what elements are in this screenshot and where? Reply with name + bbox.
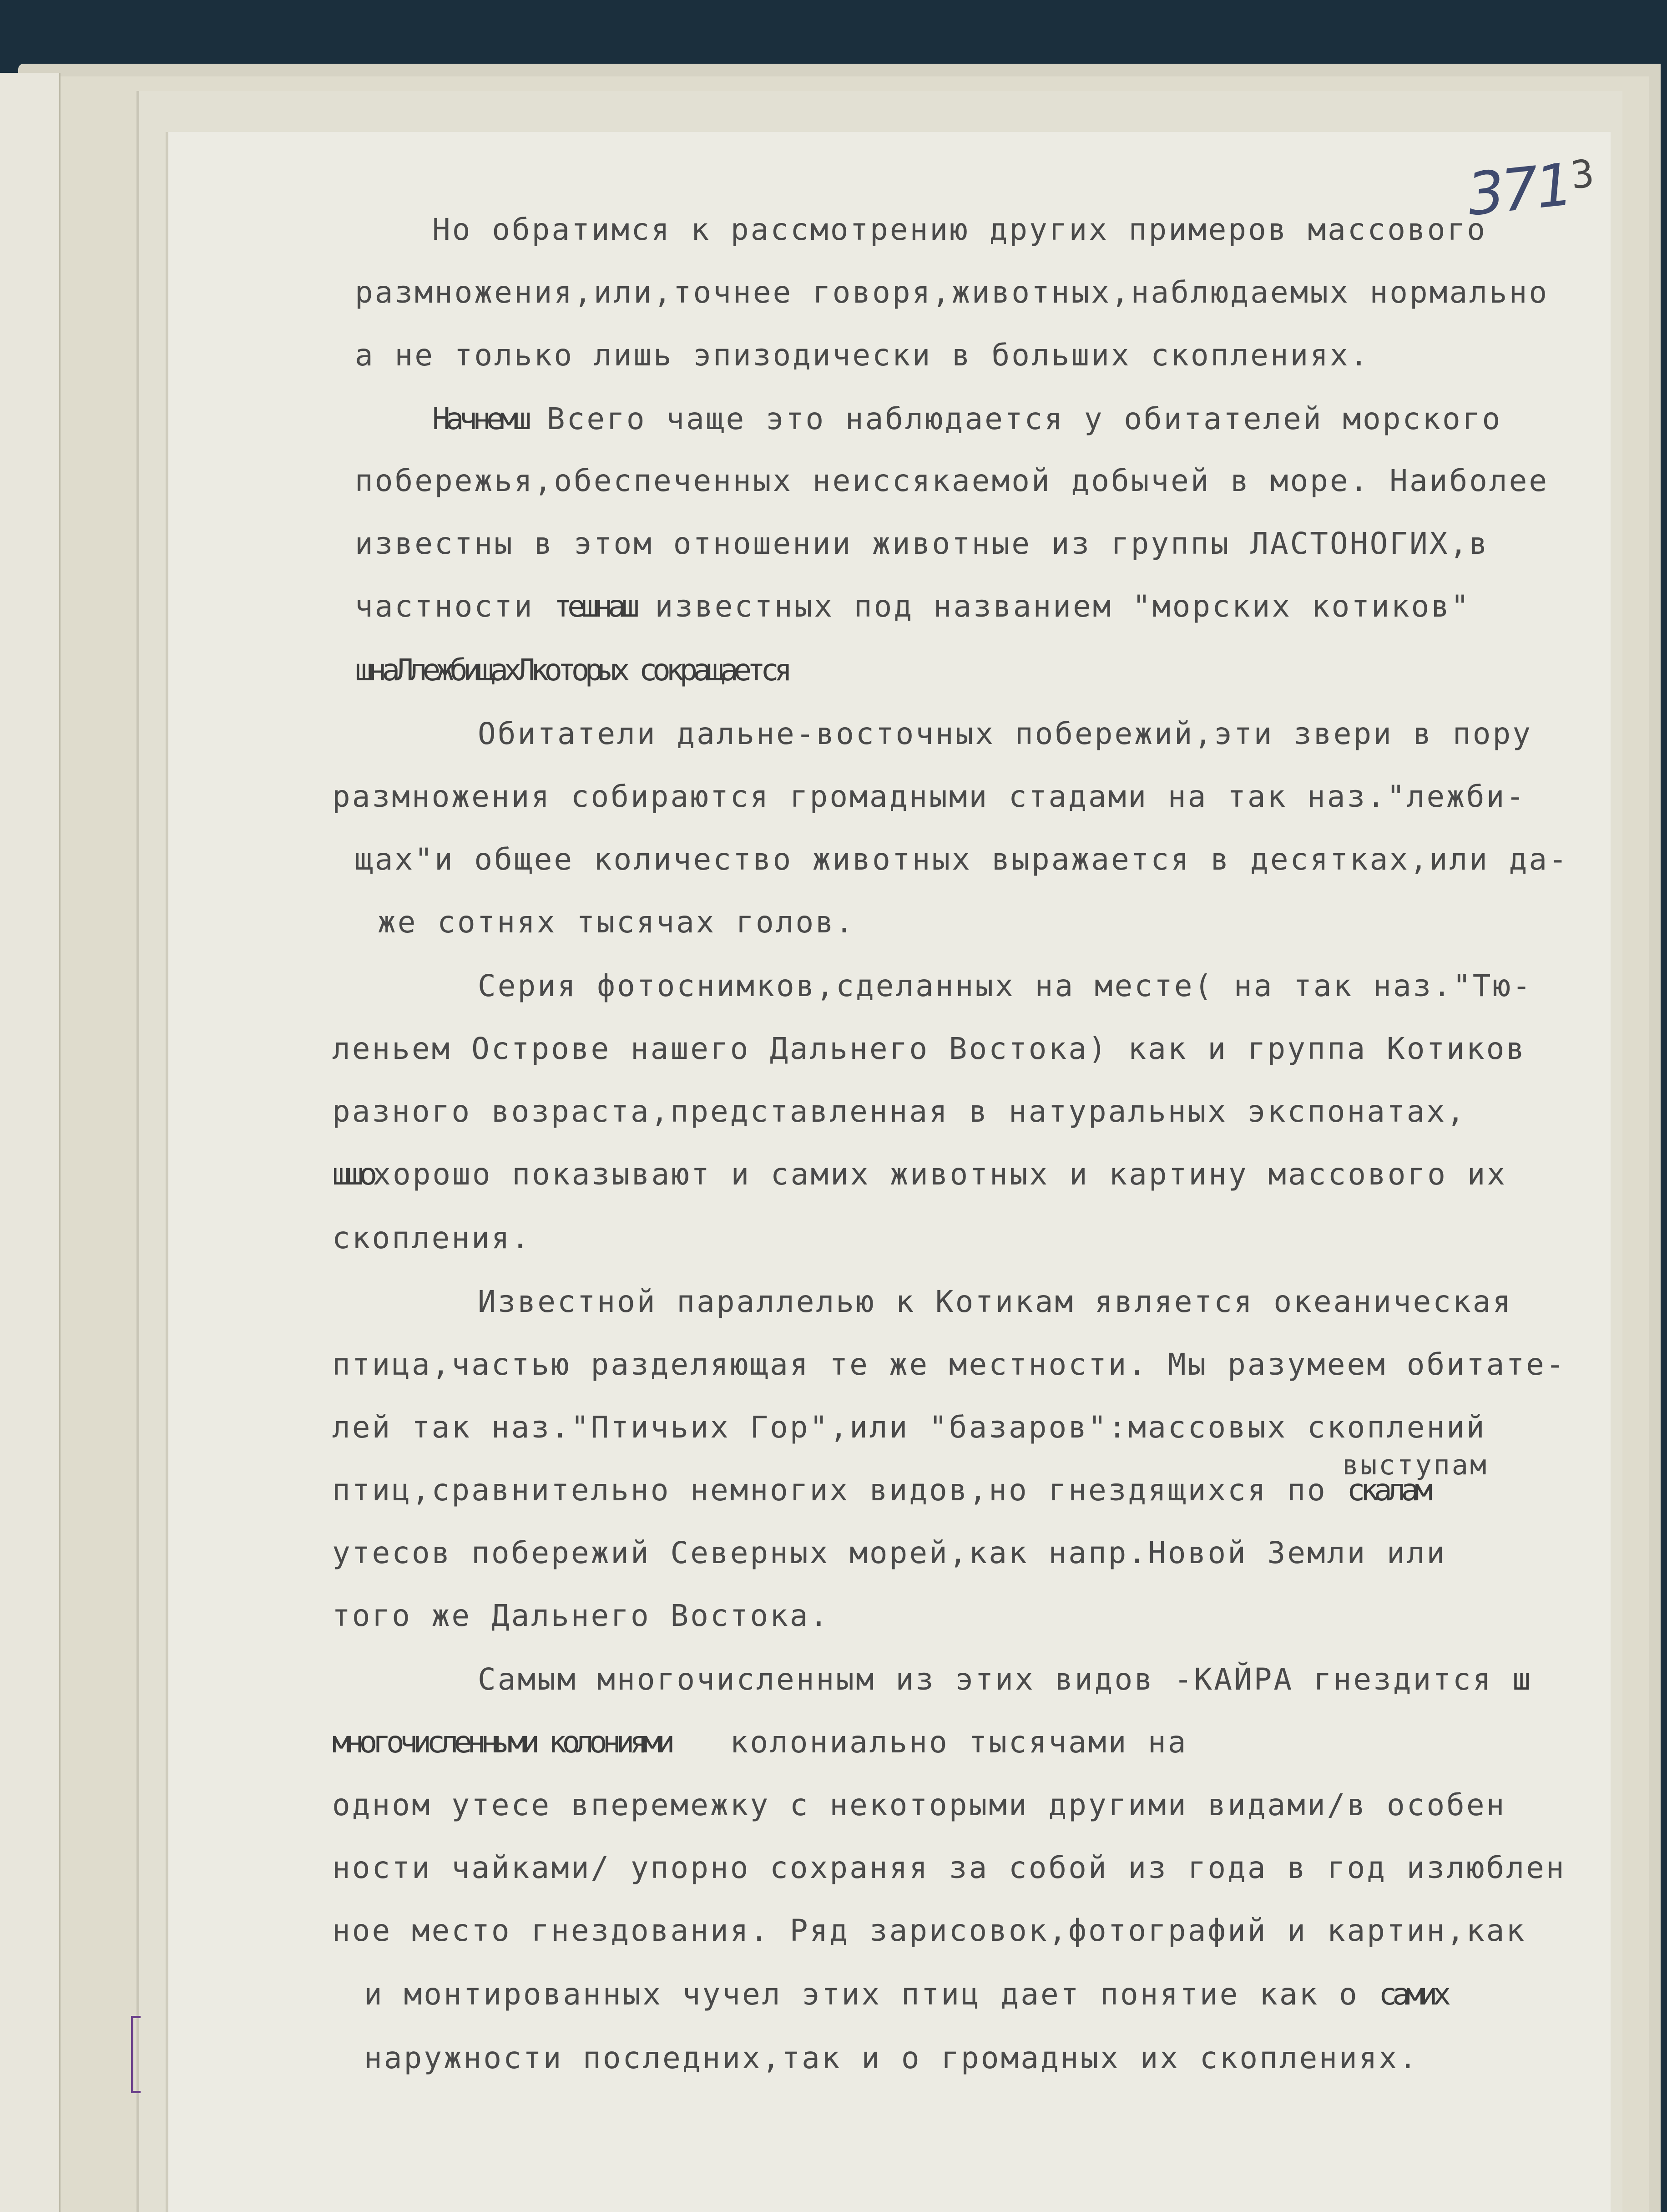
text-line: леньем Острове нашего Дальнего Востока) как и группа Котиков xyxy=(332,1031,1526,1066)
text-line: скопления. xyxy=(332,1220,531,1255)
text-line: же сотнях тысячах голов. xyxy=(378,905,855,940)
text-line: наружности последних,так и о громадных их скоплениях. xyxy=(364,2040,1419,2075)
text-line: шшохорошо показывают и самих животных и картину массового их xyxy=(332,1157,1507,1192)
text-line: частности тешнаш известных под названием "морских котиков" xyxy=(355,589,1471,624)
text-line: ности чайками/ упорно сохраняя за собой из года в год излюблен xyxy=(332,1850,1566,1885)
struck-text: самих xyxy=(1379,1977,1447,2012)
struck-text: ш xyxy=(1512,1662,1526,1697)
text-line: Самым многочисленным из этих видов -КАЙРА гнездится ш xyxy=(478,1662,1526,1697)
text-line: утесов побережий Северных морей,как напр.Новой Земли или xyxy=(332,1535,1447,1570)
struck-text: шшо xyxy=(332,1157,373,1192)
struck-text: Начнемш xyxy=(432,401,527,436)
text-line: Серия фотоснимков,сделанных на месте( на так наз."Тю- xyxy=(478,968,1532,1003)
text-line: и монтированных чучел этих птиц дает понятие как о самих xyxy=(364,1977,1447,2012)
torn-left-edge xyxy=(0,73,61,2212)
text-line: Обитатели дальне-восточных побережий,эти звери в пору xyxy=(478,716,1532,751)
text-line: побережья,обеспеченных неиссякаемой добычей в море. Наиболее xyxy=(355,463,1549,498)
folio-typed: 3 xyxy=(1568,151,1596,198)
folio-handwritten: 371 xyxy=(1464,151,1574,229)
text-line: щах"и общее количество животных выражается в десятках,или да- xyxy=(355,842,1569,877)
text-line xyxy=(355,653,788,688)
text-line: Начнемш Всего чаще это наблюдается у обитателей морского xyxy=(432,401,1502,436)
struck-text: тешнаш xyxy=(554,589,635,624)
struck-text: многочисленными колониями xyxy=(332,1725,671,1760)
insertion-above: выступам xyxy=(1342,1449,1488,1481)
text-line: Но обратимся к рассмотрению других примеров массового xyxy=(432,212,1487,247)
text-line: размножения собираются громадными стадами на так наз."лежби- xyxy=(332,779,1526,814)
text-line: разного возраста,представленная в натуральных экспонатах, xyxy=(332,1094,1466,1129)
text-line: известны в этом отношении животные из группы ЛАСТОНОГИХ,в xyxy=(355,526,1489,561)
margin-bracket-mark xyxy=(131,2016,141,2093)
text-line: того же Дальнего Востока. xyxy=(332,1598,830,1633)
text-line: размножения,или,точнее говоря,животных,наблюдаемых нормально xyxy=(355,275,1549,310)
text-line: Известной параллелью к Котикам является океаническая xyxy=(478,1284,1513,1319)
text-line: лей так наз."Птичьих Гор",или "базаров":массовых скоплений xyxy=(332,1410,1486,1445)
text-line: многочисленными колониями колониально тысячами на xyxy=(332,1725,1188,1760)
text-line: птица,частью разделяющая те же местности. Мы разумеем обитате- xyxy=(332,1347,1566,1382)
text-line: одном утесе вперемежку с некоторыми другими видами/в особен xyxy=(332,1787,1506,1822)
text-line: ное место гнездования. Ряд зарисовок,фотографий и картин,как xyxy=(332,1913,1526,1948)
text-line: а не только лишь эпизодически в больших скоплениях. xyxy=(355,338,1370,373)
text-line: птиц,сравнительно немногих видов,но гнездящихся по скалам xyxy=(332,1473,1428,1508)
struck-text: скалам xyxy=(1347,1473,1428,1508)
struck-text: шнаЛлежбищахЛкоторых сокращается xyxy=(355,653,788,688)
